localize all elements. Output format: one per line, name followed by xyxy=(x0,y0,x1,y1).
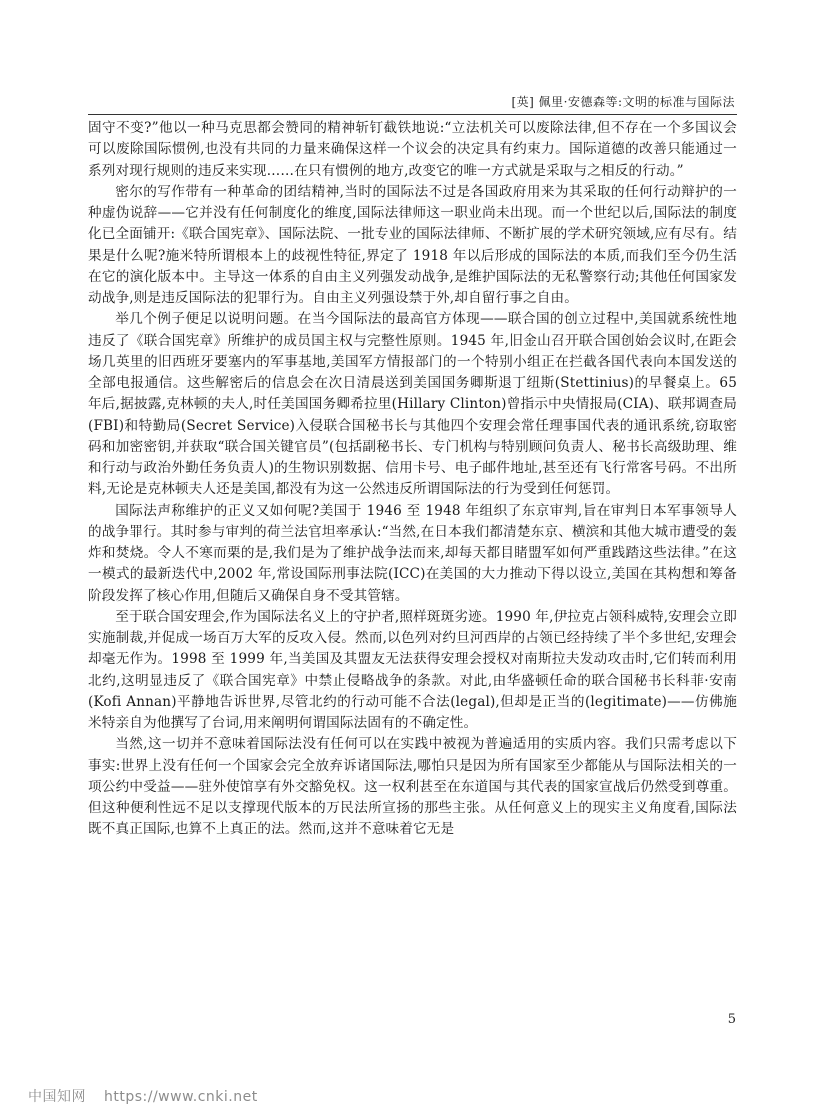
page-number: 5 xyxy=(727,1012,736,1027)
paragraph-6: 当然,这一切并不意味着国际法没有任何可以在实践中被视为普遍适用的实质内容。我们只需考虑以下事实:世界上没有任何一个国家会完全放弃诉诸国际法,哪怕只是因为所有国家至少都能从与国际法相关的一项公约中受益——驻外使馆享有外交豁免权。这一权利甚至在东道国与其代表的国家宣战后仍然受到尊重。但这种便利性远不足以支撑现代版本的万民法所宣扬的那些主张。从任何意义上的现实主义角度看,国际法既不真正国际,也算不上真正的法。然而,这并不意味着它无是 xyxy=(88,736,737,838)
running-head: [英] 佩里·安德森等:文明的标准与国际法 xyxy=(511,95,735,109)
watermark-brand: 中国知网 xyxy=(28,1089,86,1105)
paragraph-5: 至于联合国安理会,作为国际法名义上的守护者,照样斑斑劣迹。1990 年,伊拉克占领科威特,安理会立即实施制裁,并促成一场百万大军的反攻入侵。然而,以色列对约旦河西岸的占领已经持续了半个多世纪,安理会却毫无作为。1998 至 1999 年,当美国及其盟友无法获得安理会授权对南斯拉夫发动攻击时,它们转而利用北约,这明显违反了《联合国宪章》中禁止侵略战争的条款。对此,由华盛顿任命的联合国秘书长科菲·安南(Kofi Annan)平静地告诉世界,尽管北约的行动可能不合法(legal),但却是正当的(legitimate)——仿佛施米特亲自为他撰写了台词,用来阐明何谓国际法固有的不确定性。 xyxy=(88,608,737,731)
header-rule xyxy=(88,114,737,115)
paragraph-1: 固守不变?”他以一种马克思都会赞同的精神斩钉截铁地说:“立法机关可以废除法律,但不存在一个多国议会可以废除国际惯例,也没有共同的力量来确保这样一个议会的决定具有约束力。国际道德的改善只能通过一系列对现行规则的违反来实现……在只有惯例的地方,改变它的唯一方式就是采取与之相反的行动。” xyxy=(88,120,737,179)
body-text xyxy=(88,118,737,841)
paragraph-4: 国际法声称维护的正义又如何呢?美国于 1946 至 1948 年组织了东京审判,旨在审判日本军事领导人的战争罪行。其时参与审判的荷兰法官坦率承认:“当然,在日本我们都清楚东京、横滨和其他大城市遭受的轰炸和焚烧。令人不寒而栗的是,我们是为了维护战争法而来,却每天都目睹盟军如何严重践踏这些法律。”在这一模式的最新迭代中,2002 年,常设国际刑事法院(ICC)在美国的大力推动下得以设立,美国在其构想和筹备阶段发挥了核心作用,但随后又确保自身不受其管辖。 xyxy=(88,502,737,604)
watermark-url[interactable]: https://www.cnki.net xyxy=(104,1089,258,1105)
paragraph-2: 密尔的写作带有一种革命的团结精神,当时的国际法不过是各国政府用来为其采取的任何行动辩护的一种虚伪说辞——它并没有任何制度化的维度,国际法律师这一职业尚未出现。而一个世纪以后,国际法的制度化已全面铺开:《联合国宪章》、国际法院、一批专业的国际法律师、不断扩展的学术研究领域,应有尽有。结果是什么呢?施米特所谓根本上的歧视性特征,界定了 1918 年以后形成的国际法的本质,而我们至今仍生活在它的演化版本中。主导这一体系的自由主义列强发动战争,是维护国际法的无私警察行动;其他任何国家发动战争,则是违反国际法的犯罪行为。自由主义列强设禁于外,却自留行事之自由。 xyxy=(88,183,737,306)
paragraph-3: 举几个例子便足以说明问题。在当今国际法的最高官方体现——联合国的创立过程中,美国就系统性地违反了《联合国宪章》所维护的成员国主权与完整性原则。1945 年,旧金山召开联合国创始会议时,在距会场几英里的旧西班牙要塞内的军事基地,美国军方情报部门的一个特别小组正在拦截各国代表向本国发送的全部电报通信。这些解密后的信息会在次日清晨送到美国国务卿斯退丁纽斯(Stettinius)的早餐桌上。65 年后,据披露,克林顿的夫人,时任美国国务卿希拉里(Hillary Clinton)曾指示中央情报局(CIA)、联邦调查局(FBI)和特勤局(Secret Service)入侵联合国秘书长与其他四个安理会常任理事国代表的通讯系统,窃取密码和加密密钥,并获取“联合国关键官员”(包括副秘书长、专门机构与特别顾问负责人、秘书长高级助理、维和行动与政治外勤任务负责人)的生物识别数据、信用卡号、电子邮件地址,甚至还有飞行常客号码。不出所料,无论是克林顿夫人还是美国,都没有为这一公然违反所谓国际法的行为受到任何惩罚。 xyxy=(88,311,737,498)
cnki-watermark xyxy=(28,1086,258,1106)
